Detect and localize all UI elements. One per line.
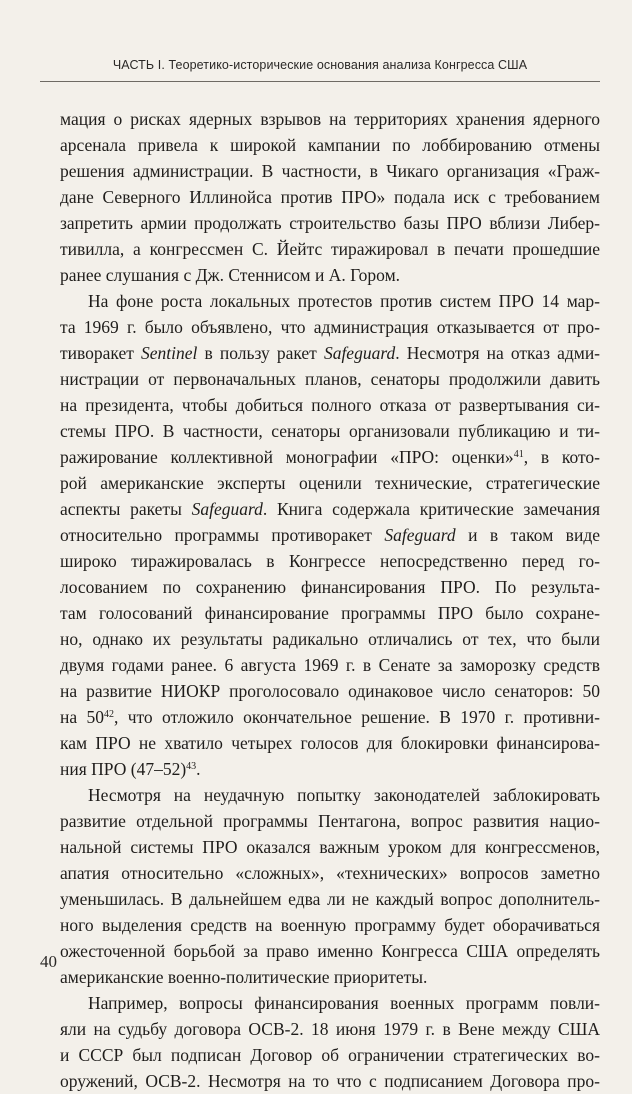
- text-line: апатия относительно «сложных», «технических» вопросов заметно: [60, 863, 600, 883]
- text-line: там голосований финансирование программы ПРО было сохране-: [60, 603, 600, 623]
- text-line: нистрации от первоначальных планов, сенаторы продолжили давить: [60, 369, 600, 389]
- text-line: широко тиражировалась в Конгрессе непосредственно перед го-: [60, 551, 600, 571]
- text-line: и СССР был подписан Договор об ограничении стратегических во-: [60, 1045, 600, 1065]
- paragraph-3: [60, 782, 600, 990]
- text-run: в пользу ракет: [197, 343, 324, 363]
- text-line: нальной системы ПРО оказался важным уроком для конгрессменов,: [60, 837, 600, 857]
- text-run: , что отложило окончательное решение. В 1970 г. противни-: [113, 707, 600, 727]
- text-run: на 50: [60, 707, 104, 727]
- text-line: яли на судьбу договора ОСВ-2. 18 июня 1979 г. в Вене между США: [60, 1019, 600, 1039]
- text-run: тиворакет: [60, 343, 142, 363]
- text-line: американские военно-политические приоритеты.: [60, 967, 428, 987]
- text-line: лосованием по сохранению финансирования ПРО. По результа-: [60, 577, 600, 597]
- text-line: арсенала привела к широкой кампании по лоббированию отмены: [60, 135, 600, 155]
- text-line: ранее слушания с Дж. Стеннисом и А. Гором.: [60, 265, 401, 285]
- text-line: Несмотря на неудачную попытку законодателей заблокировать: [88, 785, 600, 805]
- text-run: , в кото-: [523, 447, 601, 467]
- text-run: аспекты ракеты: [60, 499, 192, 519]
- text-line: ного выделения средств на военную программу будет оборачиваться: [60, 915, 600, 935]
- text-line: На фоне роста локальных протестов против систем ПРО 14 мар-: [88, 291, 600, 311]
- text-line: [60, 756, 600, 782]
- text-line: [60, 340, 600, 366]
- text-line: [60, 444, 600, 470]
- paragraph-1: [60, 106, 600, 288]
- italic-term: Safeguard: [191, 499, 263, 519]
- text-line: [60, 522, 600, 548]
- body-text: [60, 106, 600, 1094]
- text-line: тивилла, а конгрессмен С. Йейтс тиражировал в печати прошедшие: [60, 239, 600, 259]
- text-line: стемы ПРО. В частности, сенаторы организовали публикацию и ти-: [60, 421, 600, 441]
- text-run: ражирование коллективной монографии «ПРО: оценки»: [60, 447, 514, 467]
- text-line: на развитие НИОКР проголосовало одинаковое число сенаторов: 50: [60, 681, 600, 701]
- italic-term: Sentinel: [141, 343, 198, 363]
- text-line: на президента, чтобы добиться полного отказа от развертывания си-: [60, 395, 600, 415]
- footnote-ref: 43: [186, 761, 197, 772]
- text-line: решения администрации. В частности, в Чикаго организация «Граж-: [60, 161, 600, 181]
- text-line: та 1969 г. было объявлено, что администрация отказывается от про-: [60, 317, 600, 337]
- running-head: ЧАСТЬ I. Теоретико-исторические основания анализа Конгресса США: [112, 58, 528, 72]
- text-line: рой американские эксперты оценили технические, стратегические: [60, 473, 600, 493]
- footnote-ref: 41: [513, 449, 524, 460]
- text-line: оружений, ОСВ-2. Несмотря на то что с подписанием Договора про-: [60, 1071, 600, 1091]
- footnote-ref: 42: [103, 709, 114, 720]
- italic-term: Safeguard: [384, 525, 456, 545]
- page-number: 40: [40, 952, 57, 971]
- text-run: . Книга содержала критические замечания: [262, 499, 600, 519]
- header-rule: [40, 81, 600, 82]
- text-line: запретить армии продолжать строительство базы ПРО вблизи Либер-: [60, 213, 600, 233]
- text-run: ния ПРО (47–52): [60, 759, 187, 779]
- italic-term: Safeguard: [323, 343, 396, 363]
- text-run: . Несмотря на отказ адми-: [395, 343, 601, 363]
- text-line: двумя годами ранее. 6 августа 1969 г. в Сенате за заморозку средств: [60, 655, 600, 675]
- paragraph-2: [60, 288, 600, 782]
- text-line: но, однако их результаты радикально отличались от тех, что были: [60, 629, 600, 649]
- text-line: Например, вопросы финансирования военных программ повли-: [88, 993, 600, 1013]
- text-line: уменьшилась. В дальнейшем едва ли не каждый вопрос дополнитель-: [60, 889, 600, 909]
- paragraph-4: [60, 990, 600, 1094]
- text-run: .: [196, 759, 201, 779]
- text-line: мация о рисках ядерных взрывов на территориях хранения ядерного: [60, 109, 600, 129]
- text-line: развитие отдельной программы Пентагона, вопрос развития нацио-: [60, 811, 600, 831]
- text-line: ожесточенной борьбой за право именно Конгресса США определять: [60, 941, 600, 961]
- text-run: и в таком виде: [455, 525, 600, 545]
- text-line: дане Северного Иллинойса против ПРО» подала иск с требованием: [60, 187, 600, 207]
- text-line: кам ПРО не хватило четырех голосов для блокировки финансирова-: [60, 733, 600, 753]
- text-run: относительно программы противоракет: [60, 525, 385, 545]
- text-line: [60, 496, 600, 522]
- text-line: [60, 704, 600, 730]
